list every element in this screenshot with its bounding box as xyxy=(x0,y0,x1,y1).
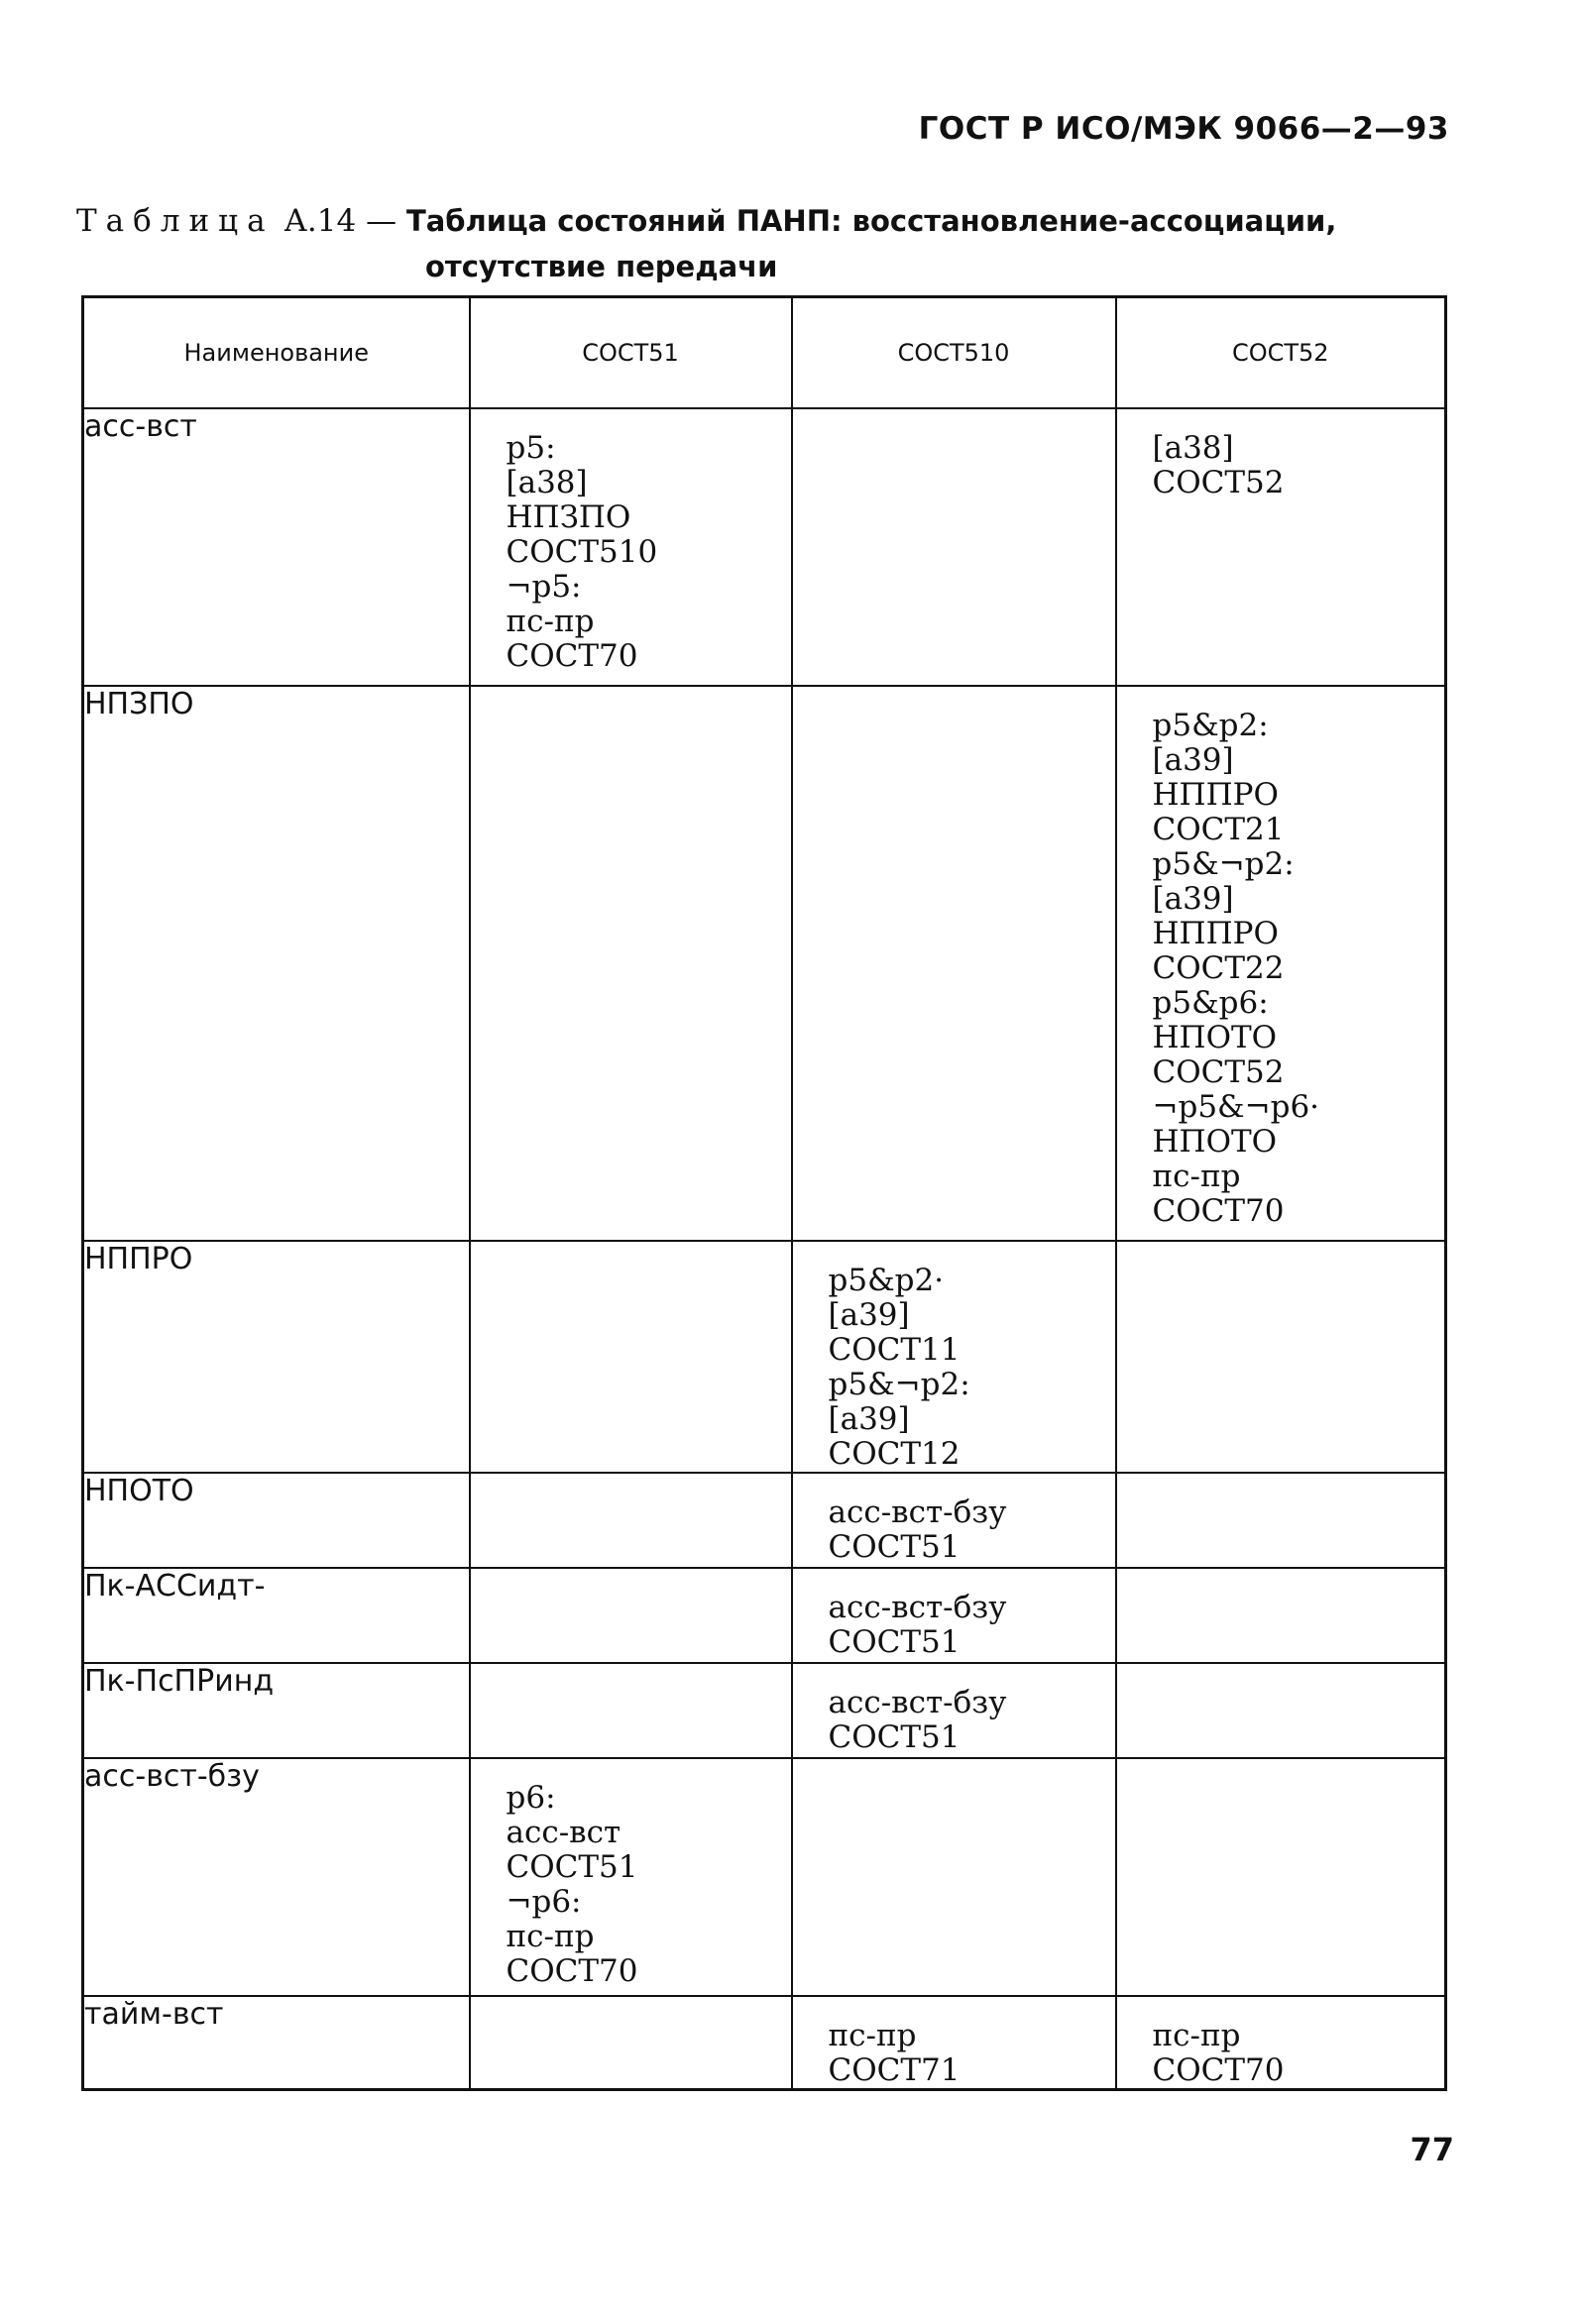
state51-cell xyxy=(471,1997,791,2019)
column-header-state52: СОСТ52 xyxy=(1116,297,1446,409)
state51-cell xyxy=(471,1569,791,1591)
state510-cell: асс-вст-бзу СОСТ51 xyxy=(828,1494,1007,1565)
table-row xyxy=(83,1241,1446,1473)
page-number: 77 xyxy=(1410,2131,1454,2168)
state510-cell: р5&р2· [а39] СОСТ11 р5&¬р2: [а39] СОСТ12 xyxy=(828,1263,970,1472)
table-row xyxy=(83,1663,1446,1758)
state51-cell: р6: асс-вст СОСТ51 ¬р6: пс-пр СОСТ70 xyxy=(506,1780,638,1989)
state51-cell xyxy=(471,1664,791,1686)
state510-cell xyxy=(793,409,1115,431)
table-row xyxy=(83,1568,1446,1663)
column-header-state51: СОСТ51 xyxy=(470,297,792,409)
caption-number: А.14 — xyxy=(283,203,397,239)
event-cell: асс-вст-бзу xyxy=(83,1758,470,1996)
table-row xyxy=(83,686,1446,1241)
state52-cell xyxy=(1117,1664,1445,1686)
event-cell: Пк-ПсПРинд xyxy=(83,1663,470,1758)
state510-cell: пс-пр СОСТ71 xyxy=(828,2018,961,2088)
event-cell: НППРО xyxy=(83,1241,470,1473)
caption-title-line1: Таблица состояний ПАНП: восстановление-ассоциации, xyxy=(405,204,1337,238)
state52-cell: [а38] СОСТ52 xyxy=(1152,430,1285,500)
event-cell: асс-вст xyxy=(83,408,470,686)
state510-cell xyxy=(793,1759,1115,1781)
table-row xyxy=(83,408,1446,686)
event-cell: НПЗПО xyxy=(83,686,470,1241)
state510-cell: асс-вст-бзу СОСТ51 xyxy=(828,1590,1007,1660)
state51-cell xyxy=(471,687,791,709)
state52-cell xyxy=(1117,1569,1445,1591)
state51-cell xyxy=(471,1242,791,1264)
table-caption xyxy=(76,198,1444,289)
state510-cell: асс-вст-бзу СОСТ51 xyxy=(828,1685,1007,1755)
state52-cell xyxy=(1117,1242,1445,1264)
column-header-name: Наименование xyxy=(83,297,470,409)
table-row xyxy=(83,1996,1446,2090)
table-row xyxy=(83,1473,1446,1568)
state52-cell: пс-пр СОСТ70 xyxy=(1152,2018,1285,2088)
column-header-state510: СОСТ510 xyxy=(792,297,1116,409)
state52-cell xyxy=(1117,1474,1445,1495)
caption-label: Таблица xyxy=(76,203,275,239)
state510-cell xyxy=(793,687,1115,709)
state51-cell xyxy=(471,1474,791,1495)
table-row xyxy=(83,1758,1446,1996)
event-cell: НПОТО xyxy=(83,1473,470,1568)
state52-cell: р5&р2: [а39] НППРО СОСТ21 р5&¬р2: [а39] НППРО СОСТ22 р5&р6: НПОТО СОСТ52 ¬р5&¬р6· НПОТО пс-пр СОСТ70 xyxy=(1152,708,1320,1229)
state-table xyxy=(81,295,1447,2091)
state51-cell: р5: [а38] НПЗПО СОСТ510 ¬р5: пс-пр СОСТ70 xyxy=(506,430,658,674)
event-cell: тайм-вст xyxy=(83,1996,470,2090)
caption-title-line2: отсутствие передачи xyxy=(425,250,778,283)
document-header: ГОСТ Р ИСО/МЭК 9066—2—93 xyxy=(918,111,1449,147)
event-cell: Пк-АССидт- xyxy=(83,1568,470,1663)
table-header-row xyxy=(83,297,1446,409)
state52-cell xyxy=(1117,1759,1445,1781)
